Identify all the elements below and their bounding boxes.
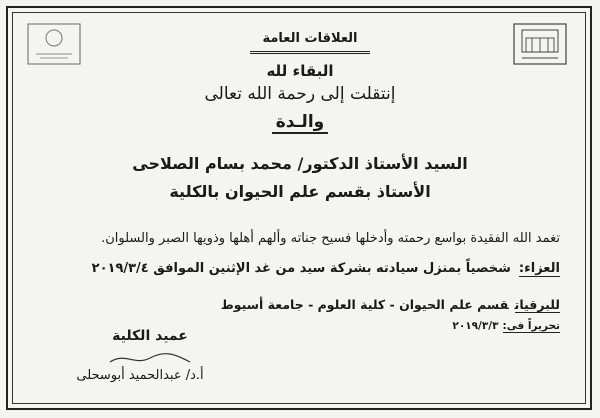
passed-away-line: إنتقلت إلى رحمة الله تعالى: [204, 84, 396, 104]
person-role: الأستاذ بقسم علم الحيوان بالكلية: [169, 182, 431, 201]
telegrams-info: [221, 297, 560, 312]
university-logo-icon: [26, 22, 82, 66]
condolence-text: تغمد الله الفقيدة بواسع رحمته وأدخلها فسيح جناته وألهم أهلها وذويها الصبر والسلوان.: [101, 231, 560, 246]
relation-heading: [0, 112, 600, 132]
telegrams-text: قسم علم الحيوان - كلية العلوم - جامعة أسيوط: [220, 297, 509, 312]
funeral-label: العزاء:: [518, 261, 560, 276]
faculty-logo-icon: [512, 22, 568, 66]
dated-label: تحريراً فى:: [502, 320, 560, 332]
dated-info: [452, 320, 560, 332]
heading-line: البقاء لله: [266, 62, 334, 80]
dated-value: ٢٠١٩/٣/٣: [452, 320, 499, 332]
department-title: العلاقات العامة: [250, 27, 370, 54]
funeral-info: [92, 261, 560, 276]
signature-mark: [80, 350, 220, 368]
funeral-text: شخصياً بمنزل سيادته بشركة سيد من غد الإثنين الموافق ٢٠١٩/٣/٤: [91, 261, 511, 276]
signatory-title: عميد الكلية: [112, 328, 188, 344]
relation-text: والـدة: [272, 112, 328, 134]
signatory-name: أ.د/ عبدالحميد أبوسحلى: [76, 368, 204, 383]
person-name: السيد الأستاذ الدكتور/ محمد بسام الصلاحى: [132, 154, 468, 173]
telegrams-label: للبرقيات: [514, 297, 560, 312]
